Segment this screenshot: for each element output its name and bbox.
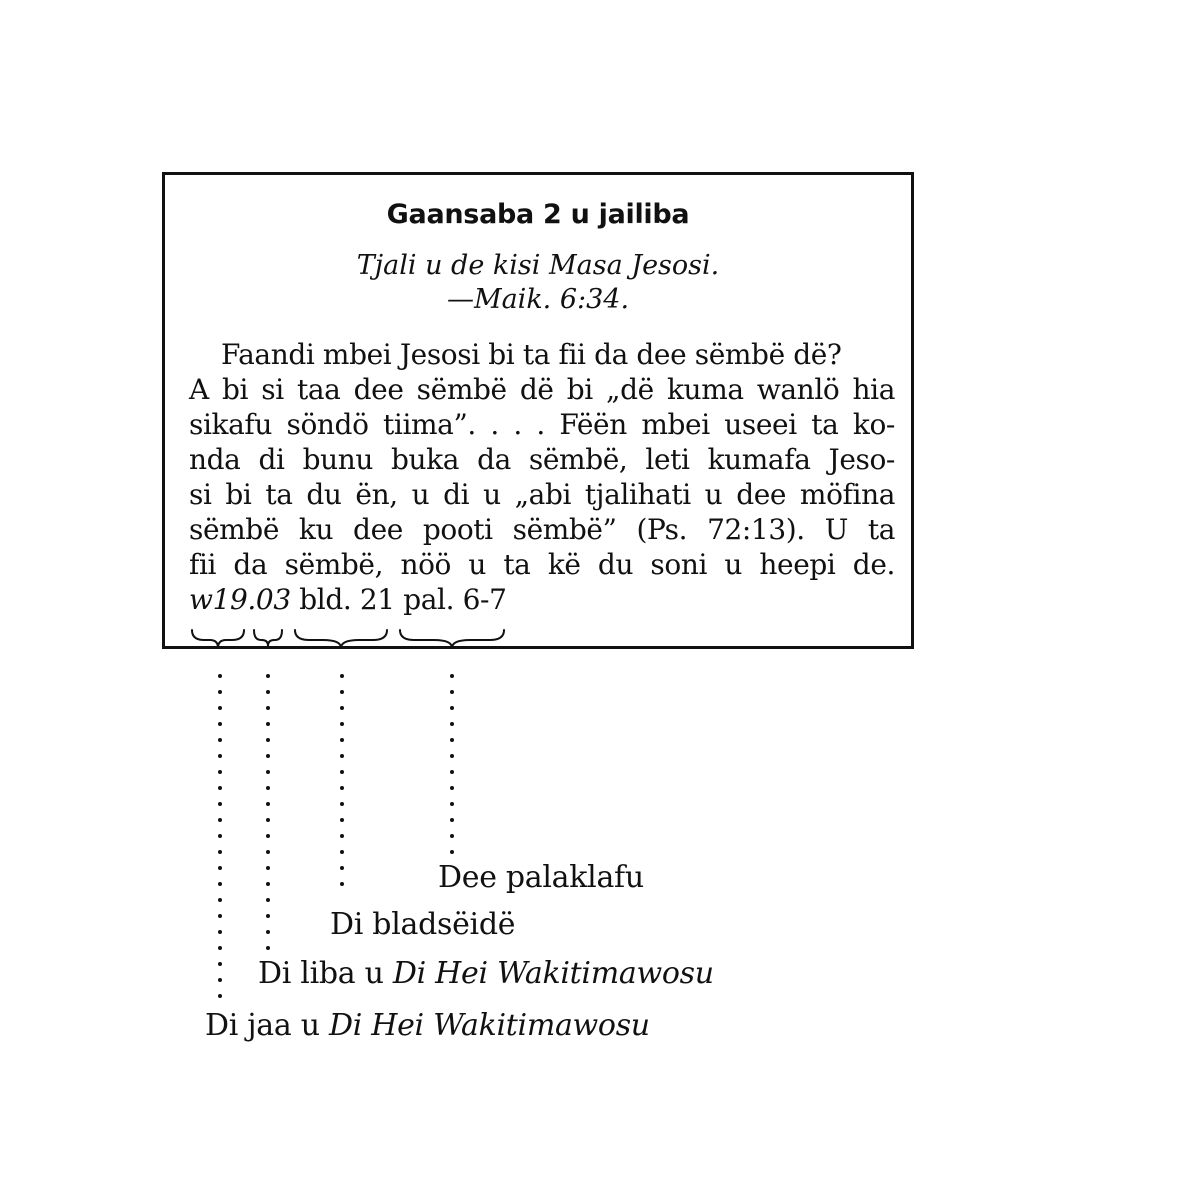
reference-month: 03 (255, 583, 291, 616)
theme-verse-text: Tjali u de kisi Masa Jesosi. (356, 250, 720, 281)
paragraph-line: fii da sëmbë, nöö u ta kë du soni u heepi de. (189, 548, 895, 581)
paragraph-line: nda di bunu buka da sëmbë, leti kumafa Jeso- (189, 443, 895, 476)
brace-paragraph (400, 630, 504, 648)
reference-article: bld. 21 (299, 583, 395, 616)
paragraph-line: si bi ta du ën, u di u „abi tjalihati u dee möfina (189, 478, 895, 511)
label-paragraphs: Dee palaklafu (438, 860, 644, 895)
theme-verse-citation: —Maik. 6:34. (446, 284, 630, 315)
label-issue (258, 956, 714, 991)
paragraph-line: A bi si taa dee sëmbë dë bi „dë kuma wanlö hia (189, 373, 895, 406)
label-year-title: Di Hei Wakitimawosu (328, 1008, 650, 1043)
label-issue-prefix: Di liba u (258, 956, 393, 991)
label-issue-title: Di Hei Wakitimawosu (392, 956, 714, 991)
brace-page (295, 630, 387, 648)
paragraph-line: sikafu söndö tiima”. . . . Fëën mbei useei ta ko- (189, 408, 895, 441)
paragraph-line: sëmbë ku dee pooti sëmbë” (Ps. 72:13). U ta (189, 513, 895, 546)
label-year (205, 1008, 650, 1043)
brace-issue (254, 630, 282, 646)
label-page: Di bladsëidë (330, 907, 516, 942)
reference-paragraphs: pal. 6-7 (403, 583, 507, 616)
paragraph-line: Faandi mbei Jesosi bi ta fii da dee sëmbë dë? (221, 338, 842, 371)
brace-year (192, 630, 244, 648)
label-year-prefix: Di jaa u (205, 1008, 329, 1043)
card-title: Gaansaba 2 u jailiba (386, 199, 690, 230)
reference-issue: w19. (189, 583, 256, 616)
